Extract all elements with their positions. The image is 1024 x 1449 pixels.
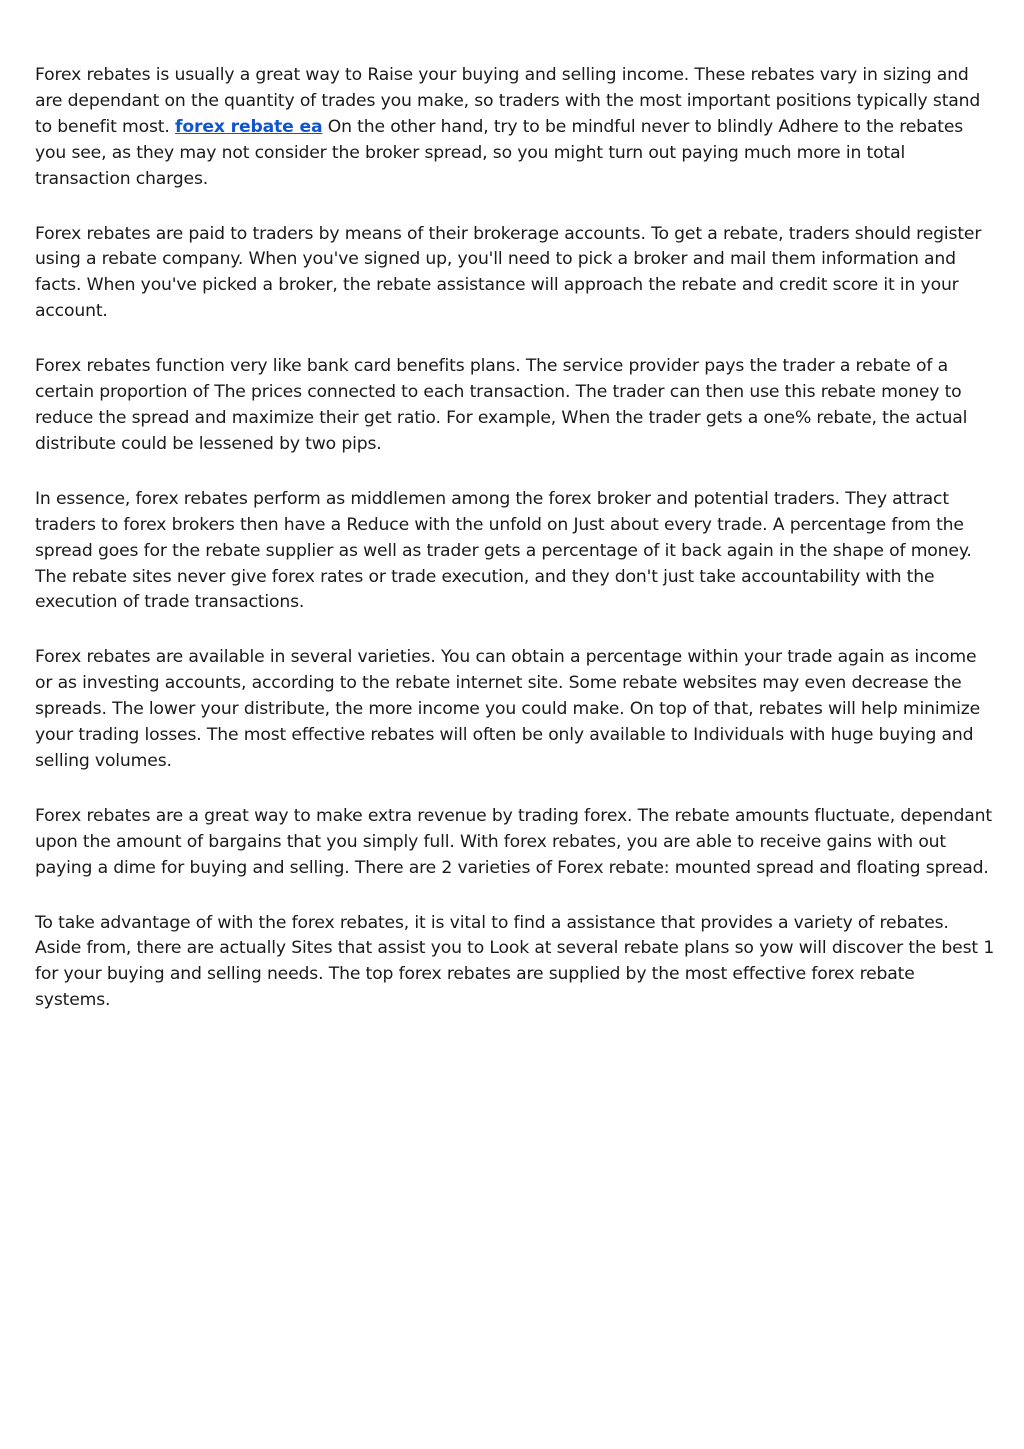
paragraph-3: Forex rebates function very like bank card benefits plans. The service provider pays the trader a rebate of a certain proportion of The prices connected to each transaction. The trader can then use this rebate money to reduce the spread and maximize their get ratio. For example, When the trader gets a one% rebate, the actual distribute could be lessened by two pips. [35,356,968,454]
forex-rebate-ea-link[interactable]: forex rebate ea [175,116,323,137]
paragraph-7: To take advantage of with the forex rebates, it is vital to find a assistance that provides a variety of rebates. Aside from, there are actually Sites that assist you to Look at several rebate plans so yow will discover the best 1 for your buying and selling needs. The top forex rebates are supplied by the most effective forex rebate systems. [35,912,995,1011]
paragraph-4: In essence, forex rebates perform as middlemen among the forex broker and potential traders. They attract traders to forex brokers then have a Reduce with the unfold on Just about every trade. A percentage from the spread goes for the rebate supplier as well as trader gets a percentage of it back again in the shape of money. The rebate sites never give forex rates or trade execution, and they don't just take accountability with the execution of trade transactions. [35,488,972,613]
paragraph-5: Forex rebates are available in several varieties. You can obtain a percentage within your trade again as income or as investing accounts, according to the rebate internet site. Some rebate websites may even decrease the spreads. The lower your distribute, the more income you could make. On top of that, rebates will help minimize your trading losses. The most effective rebates will often be only available to Individuals with huge buying and selling volumes. [35,647,981,771]
paragraph-6: Forex rebates are a great way to make extra revenue by trading forex. The rebate amounts fluctuate, dependant upon the amount of bargains that you simply full. With forex rebates, you are able to receive gains with out paying a dime for buying and selling. There are 2 varieties of Forex rebate: mounted spread and floating spread. [35,805,992,878]
paragraph-2: Forex rebates are paid to traders by means of their brokerage accounts. To get a rebate, traders should register using a rebate company. When you've signed up, you'll need to pick a broker and mail them information and facts. When you've picked a broker, the rebate assistance will approach the rebate and credit score it in your account. [35,223,982,322]
document-body [35,63,995,1043]
paragraph-1-text-after: On the other hand, try to be mindful never to blindly Adhere to the rebates you see, as they may not consider the broker spread, so you might turn out paying much more in total transaction charges. [35,116,964,189]
paragraph-1 [35,63,995,193]
paragraph-1-text-before: Forex rebates is usually a great way to Raise your buying and selling income. These rebates vary in sizing and are dependant on the quantity of trades you make, so traders with the most important positions typically stand to benefit most. [35,65,981,137]
